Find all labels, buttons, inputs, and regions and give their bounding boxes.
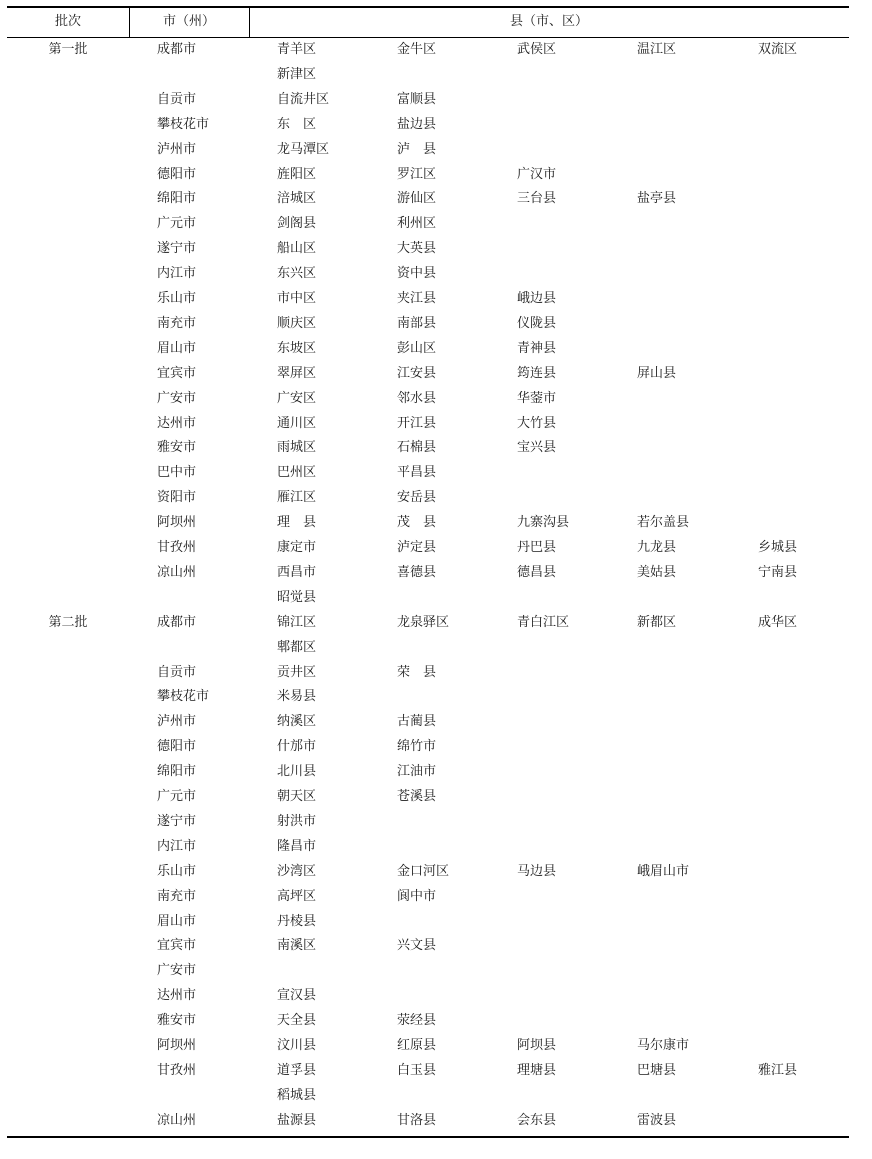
city-cell: 成都市	[157, 42, 197, 57]
county-cell: 喜德县	[397, 564, 437, 580]
county-cell: 甘洛县	[397, 1112, 437, 1128]
batch-cell	[7, 984, 129, 1008]
batch-cell	[7, 1059, 129, 1083]
county-cell: 市中区	[277, 291, 317, 306]
county-cell: 会东县	[517, 1112, 557, 1128]
table-row	[7, 138, 849, 162]
city-cell: 广元市	[157, 216, 197, 232]
city-cell: 泸州市	[157, 141, 197, 157]
county-cell: 西昌市	[277, 564, 317, 580]
city-cell: 广安市	[157, 390, 197, 406]
county-cell: 涪城区	[277, 191, 317, 207]
table-row	[7, 586, 849, 610]
city-cell: 乐山市	[157, 863, 197, 879]
city-cell: 资阳市	[157, 490, 197, 506]
table-row	[7, 88, 849, 112]
batch-cell	[7, 810, 129, 834]
city-cell: 德阳市	[157, 739, 197, 755]
county-cell: 朝天区	[277, 789, 317, 804]
county-cell: 成华区	[758, 614, 798, 630]
county-cell: 马尔康市	[637, 1038, 690, 1053]
city-cell: 内江市	[157, 838, 197, 854]
city-cell: 宜宾市	[157, 938, 197, 954]
table-row	[7, 885, 849, 909]
table-row	[7, 187, 849, 211]
county-cell: 苍溪县	[397, 789, 437, 804]
table-row	[7, 1034, 849, 1058]
table-row	[7, 934, 849, 958]
county-cell: 青羊区	[277, 42, 317, 57]
city-cell: 南充市	[157, 315, 197, 331]
county-cell: 射洪市	[277, 813, 317, 829]
table-row	[7, 262, 849, 286]
county-cell: 古蔺县	[397, 714, 437, 730]
county-cell: 隆昌市	[277, 838, 317, 854]
table-row	[7, 412, 849, 436]
county-cell: 仪陇县	[517, 315, 557, 331]
county-cell: 船山区	[277, 241, 317, 257]
batch-cell	[7, 387, 129, 411]
city-cell: 攀枝花市	[157, 689, 210, 705]
county-cell: 新都区	[637, 614, 677, 630]
county-cell: 雁江区	[277, 490, 317, 506]
county-cell: 筠连县	[517, 365, 557, 381]
city-cell: 阿坝州	[157, 515, 197, 531]
county-cell: 东坡区	[277, 340, 317, 356]
county-cell: 金牛区	[397, 42, 437, 57]
county-cell: 温江区	[637, 42, 677, 57]
county-cell: 雷波县	[637, 1112, 677, 1128]
batch-cell	[7, 885, 129, 909]
batch-cell: 第一批	[48, 42, 88, 57]
county-cell: 龙泉驿区	[397, 614, 450, 630]
city-cell: 遂宁市	[157, 813, 197, 829]
batch-cell	[7, 934, 129, 958]
batch-cell: 第二批	[48, 614, 88, 630]
city-cell: 甘孜州	[157, 540, 197, 555]
city-cell: 眉山市	[157, 913, 197, 929]
table-row	[7, 163, 849, 187]
county-cell: 荣 县	[397, 664, 437, 680]
table-row	[7, 1084, 849, 1108]
city-cell: 凉山州	[157, 1112, 197, 1128]
batch-cell	[7, 959, 129, 983]
table-row	[7, 835, 849, 859]
table-row	[7, 461, 849, 485]
batch-cell	[7, 1034, 129, 1058]
batch-cell	[7, 312, 129, 336]
county-cell: 富顺县	[397, 91, 437, 107]
county-cell: 道孚县	[277, 1062, 317, 1078]
county-cell: 美姑县	[637, 564, 677, 580]
county-cell: 泸 县	[397, 141, 437, 157]
batch-cell	[7, 661, 129, 685]
county-cell: 米易县	[277, 689, 317, 705]
batch-cell	[7, 163, 129, 187]
county-cell: 红原县	[397, 1038, 437, 1053]
county-cell: 旌阳区	[277, 166, 317, 182]
batch-cell	[7, 362, 129, 386]
county-cell: 峨边县	[517, 291, 557, 306]
county-cell: 顺庆区	[277, 315, 317, 331]
table-row	[7, 63, 849, 87]
batch-cell	[7, 262, 129, 286]
table-row	[7, 561, 849, 585]
table-row	[7, 212, 849, 236]
county-cell: 汶川县	[277, 1038, 317, 1053]
county-cell: 平昌县	[397, 465, 437, 481]
table-row	[7, 910, 849, 934]
county-cell: 华蓥市	[517, 390, 557, 406]
batch-cell	[7, 586, 129, 610]
county-cell: 纳溪区	[277, 714, 317, 730]
table-row	[7, 38, 849, 62]
batch-cell	[7, 337, 129, 361]
batch-cell	[7, 1109, 129, 1133]
county-cell: 石棉县	[397, 440, 437, 456]
county-cell: 南溪区	[277, 938, 317, 954]
batch-cell	[7, 1084, 129, 1108]
county-cell: 康定市	[277, 540, 317, 555]
county-cell: 巴州区	[277, 465, 317, 481]
table-row	[7, 760, 849, 784]
county-cell: 青神县	[517, 340, 557, 356]
county-cell: 昭觉县	[277, 589, 317, 605]
city-cell: 凉山州	[157, 564, 197, 580]
county-cell: 利州区	[397, 216, 437, 232]
county-cell: 安岳县	[397, 490, 437, 506]
county-cell: 彭山区	[397, 340, 437, 356]
city-cell: 阿坝州	[157, 1038, 197, 1053]
county-cell: 邻水县	[397, 390, 437, 406]
batch-cell	[7, 138, 129, 162]
county-cell: 绵竹市	[397, 739, 437, 755]
batch-cell	[7, 735, 129, 759]
county-cell: 九寨沟县	[517, 515, 570, 531]
county-cell: 阆中市	[397, 888, 437, 904]
county-cell: 宣汉县	[277, 988, 317, 1004]
city-cell: 宜宾市	[157, 365, 197, 381]
table-row	[7, 661, 849, 685]
county-cell: 南部县	[397, 315, 437, 331]
county-cell: 大英县	[397, 241, 437, 257]
county-cell: 荥经县	[397, 1013, 437, 1029]
county-cell: 翠屏区	[277, 365, 317, 381]
county-cell: 东兴区	[277, 266, 317, 282]
city-cell: 自贡市	[157, 91, 197, 107]
city-cell: 雅安市	[157, 1013, 197, 1029]
table-row	[7, 1009, 849, 1033]
table-row	[7, 959, 849, 983]
batch-cell	[7, 461, 129, 485]
county-cell: 峨眉山市	[637, 863, 690, 879]
table-row	[7, 984, 849, 1008]
header-city: 市（州）	[162, 14, 215, 29]
county-cell: 青白江区	[517, 614, 570, 630]
table-row	[7, 511, 849, 535]
header-batch: 批次	[54, 14, 81, 29]
county-cell: 三台县	[517, 191, 557, 207]
batch-cell	[7, 785, 129, 809]
county-cell: 兴文县	[397, 938, 437, 954]
county-cell: 广汉市	[517, 166, 557, 182]
county-cell: 白玉县	[397, 1062, 437, 1078]
county-cell: 盐源县	[277, 1112, 317, 1128]
city-cell: 内江市	[157, 266, 197, 282]
city-cell: 巴中市	[157, 465, 197, 481]
table-row	[7, 785, 849, 809]
table-row	[7, 436, 849, 460]
batch-cell	[7, 511, 129, 535]
batch-cell	[7, 287, 129, 311]
county-cell: 自流井区	[277, 91, 330, 107]
county-cell: 资中县	[397, 266, 437, 282]
county-cell: 北川县	[277, 764, 317, 780]
table-row	[7, 636, 849, 660]
city-cell: 绵阳市	[157, 764, 197, 780]
county-cell: 宁南县	[758, 564, 798, 580]
city-cell: 成都市	[157, 614, 197, 630]
batch-cell	[7, 710, 129, 734]
table-row	[7, 810, 849, 834]
table-bottom-rule	[7, 1136, 849, 1138]
county-cell: 盐亭县	[637, 191, 677, 207]
county-cell: 东 区	[277, 116, 317, 132]
county-cell: 新津区	[277, 66, 317, 82]
city-cell: 南充市	[157, 888, 197, 904]
county-cell: 天全县	[277, 1013, 317, 1029]
county-cell: 夹江县	[397, 291, 437, 306]
county-cell: 屏山县	[637, 365, 677, 381]
county-cell: 剑阁县	[277, 216, 317, 232]
table-row	[7, 337, 849, 361]
city-cell: 自贡市	[157, 664, 197, 680]
city-cell: 眉山市	[157, 340, 197, 356]
county-cell: 开江县	[397, 415, 437, 431]
county-cell: 大竹县	[517, 415, 557, 431]
county-cell: 乡城县	[758, 540, 798, 555]
county-cell: 理 县	[277, 515, 317, 531]
county-cell: 丹棱县	[277, 913, 317, 929]
table-row	[7, 860, 849, 884]
county-cell: 高坪区	[277, 888, 317, 904]
county-cell: 沙湾区	[277, 863, 317, 879]
county-cell: 九龙县	[637, 540, 677, 555]
city-cell: 乐山市	[157, 291, 197, 306]
batch-cell	[7, 237, 129, 261]
county-cell: 雅江县	[758, 1062, 798, 1078]
county-cell: 贡井区	[277, 664, 317, 680]
county-cell: 泸定县	[397, 540, 437, 555]
batch-cell	[7, 63, 129, 87]
county-cell: 龙马潭区	[277, 141, 330, 157]
batch-cell	[7, 910, 129, 934]
county-cell: 通川区	[277, 415, 317, 431]
county-cell: 江油市	[397, 764, 437, 780]
table-row	[7, 387, 849, 411]
county-cell: 游仙区	[397, 191, 437, 207]
city-cell: 达州市	[157, 415, 197, 431]
batch-cell	[7, 212, 129, 236]
county-cell: 双流区	[758, 42, 798, 57]
city-cell: 广元市	[157, 789, 197, 804]
county-cell: 理塘县	[517, 1062, 557, 1078]
table-row	[7, 486, 849, 510]
county-cell: 广安区	[277, 390, 317, 406]
county-cell: 雨城区	[277, 440, 317, 456]
city-cell: 攀枝花市	[157, 116, 210, 132]
county-cell: 金口河区	[397, 863, 450, 879]
batch-cell	[7, 486, 129, 510]
batch-cell	[7, 412, 129, 436]
table-row	[7, 113, 849, 137]
city-cell: 甘孜州	[157, 1062, 197, 1078]
county-cell: 什邡市	[277, 739, 317, 755]
county-cell: 德昌县	[517, 564, 557, 580]
table-row	[7, 362, 849, 386]
batch-cell	[7, 1009, 129, 1033]
county-cell: 丹巴县	[517, 540, 557, 555]
table-row	[7, 611, 849, 635]
batch-cell	[7, 187, 129, 211]
table-row	[7, 536, 849, 560]
city-cell: 绵阳市	[157, 191, 197, 207]
county-cell: 郫都区	[277, 639, 317, 655]
county-cell: 茂 县	[397, 515, 437, 531]
county-cell: 江安县	[397, 365, 437, 381]
city-cell: 广安市	[157, 963, 197, 979]
batch-cell	[7, 113, 129, 137]
batch-cell	[7, 685, 129, 709]
table-row	[7, 287, 849, 311]
table-row	[7, 1059, 849, 1083]
batch-cell	[7, 760, 129, 784]
batch-cell	[7, 860, 129, 884]
city-cell: 雅安市	[157, 440, 197, 456]
table-row	[7, 1109, 849, 1133]
county-cell: 罗江区	[397, 166, 437, 182]
county-cell: 阿坝县	[517, 1038, 557, 1053]
batch-cell	[7, 561, 129, 585]
county-cell: 盐边县	[397, 116, 437, 132]
county-cell: 武侯区	[517, 42, 557, 57]
batch-cell	[7, 436, 129, 460]
city-cell: 遂宁市	[157, 241, 197, 257]
table-row	[7, 237, 849, 261]
county-cell: 稻城县	[277, 1087, 317, 1103]
batch-cell	[7, 88, 129, 112]
city-cell: 德阳市	[157, 166, 197, 182]
county-cell: 马边县	[517, 863, 557, 879]
table-row	[7, 710, 849, 734]
batch-cell	[7, 636, 129, 660]
county-cell: 巴塘县	[637, 1062, 677, 1078]
table-row	[7, 735, 849, 759]
county-cell: 若尔盖县	[637, 515, 690, 531]
county-cell: 锦江区	[277, 614, 317, 630]
city-cell: 达州市	[157, 988, 197, 1004]
batch-cell	[7, 835, 129, 859]
table-row	[7, 312, 849, 336]
county-cell: 宝兴县	[517, 440, 557, 456]
header-county: 县（市、区）	[509, 14, 588, 29]
city-cell: 泸州市	[157, 714, 197, 730]
table-row	[7, 685, 849, 709]
batch-cell	[7, 536, 129, 560]
